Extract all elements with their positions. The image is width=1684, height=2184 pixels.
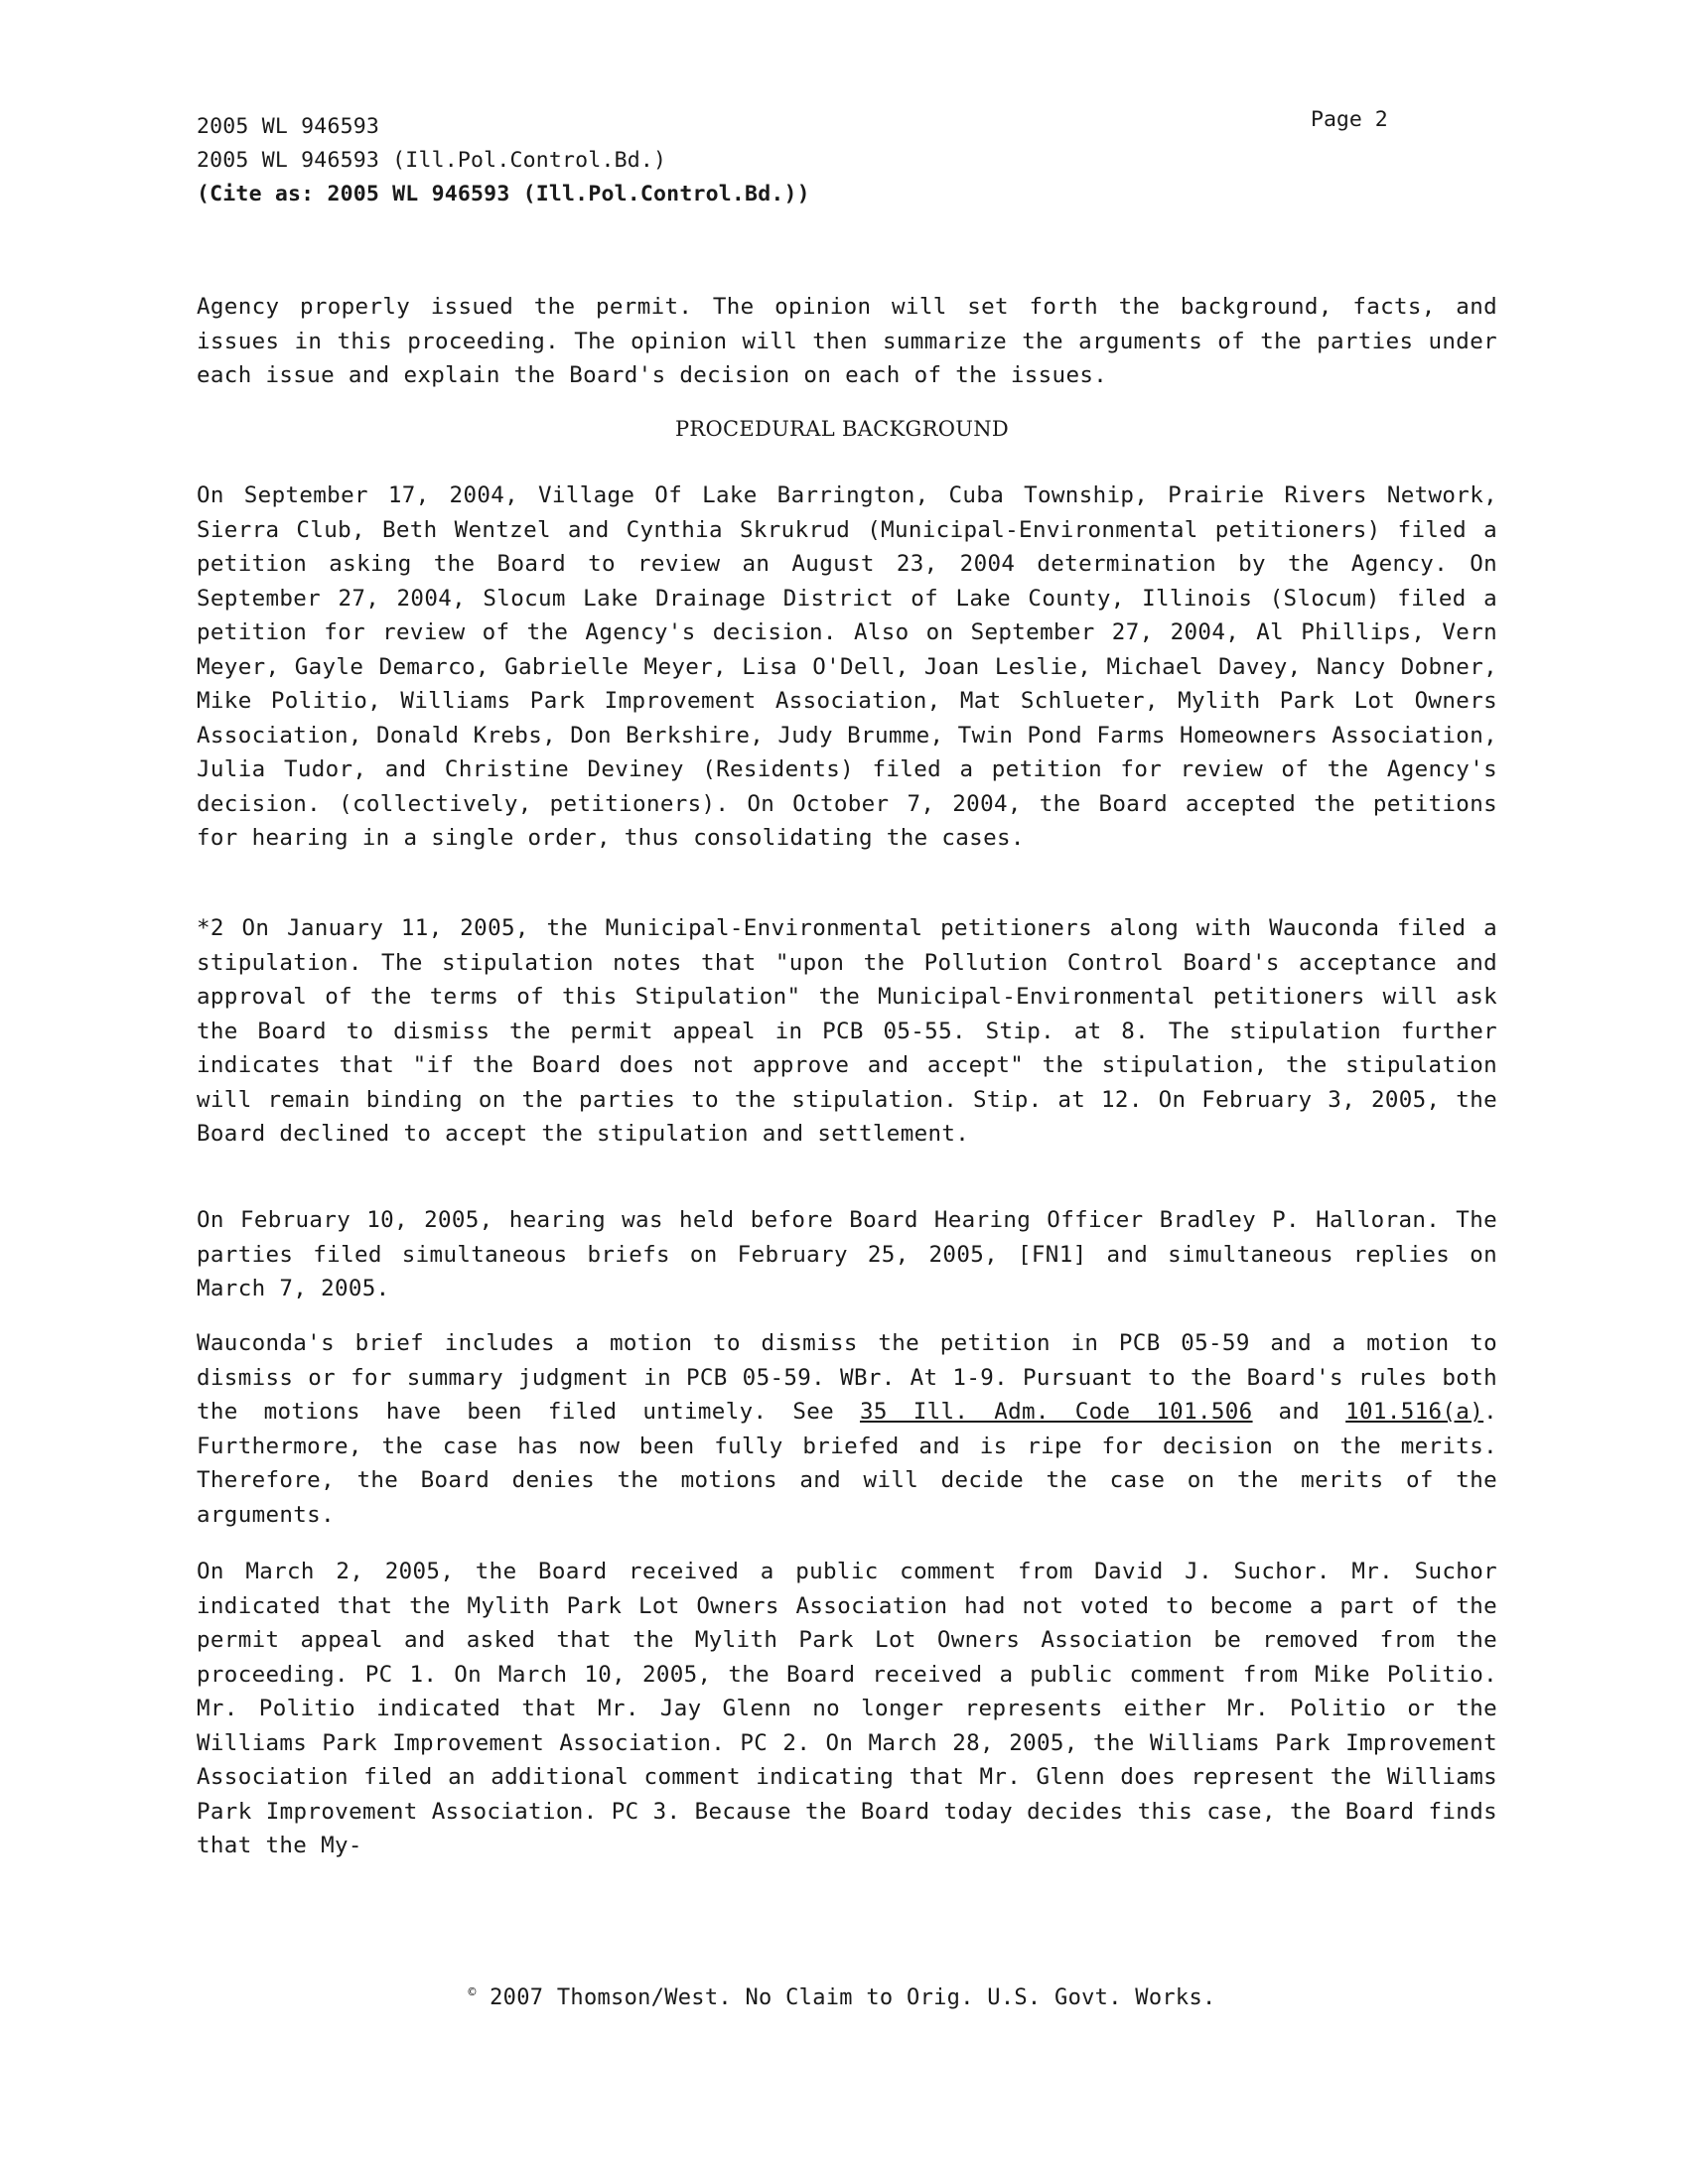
footer-copyright [0, 1985, 1684, 2010]
paragraph-petitions-filed: On September 17, 2004, Village Of Lake Barrington, Cuba Township, Prairie Rivers Network, Sierra Club, Beth Wentzel and Cynthia Skrukrud (Municipal-Environmental petitioners) filed a petition asking the Board to review an August 23, 2004 determination by the Agency. On September 27, 2004, Slocum Lake Drainage District of Lake County, Illinois (Slocum) filed a petition for review of the Agency's decision. Also on September 27, 2004, Al Phillips, Vern Meyer, Gayle Demarco, Gabrielle Meyer, Lisa O'Dell, Joan Leslie, Michael Davey, Nancy Dobner, Mike Politio, Williams Park Improvement Association, Mat Schlueter, Mylith Park Lot Owners Association, Donald Krebs, Don Berkshire, Judy Brumme, Twin Pond Farms Homeowners Association, Julia Tudor, and Christine Deviney (Residents) filed a petition for review of the Agency's decision. (collectively, petitioners). On October 7, 2004, the Board accepted the petitions for hearing in a single order, thus consolidating the cases. [197, 482, 1497, 851]
paragraph-motions [197, 1326, 1497, 1532]
paragraph-hearing: On February 10, 2005, hearing was held before Board Hearing Officer Bradley P. Halloran. The parties filed simultaneous briefs on February 25, 2005, [FN1] and simultaneous replies on March 7, 2005. [197, 1207, 1497, 1301]
intro-paragraph: Agency properly issued the permit. The opinion will set forth the background, facts, and issues in this proceeding. The opinion will then summarize the arguments of the parties under each issue and explain the Board's decision on each of the issues. [197, 294, 1497, 388]
cite-as-line: (Cite as: 2005 WL 946593 (Ill.Pol.Control.Bd.)) [197, 182, 810, 206]
motions-text-end: . Furthermore, the case has now been fully briefed and is ripe for decision on the merits. Therefore, the Board denies the motions and will decide the case on the merits of the arguments. [197, 1399, 1498, 1528]
citation-link-101-506[interactable]: 35 Ill. Adm. Code 101.506 [859, 1399, 1253, 1425]
motions-text-and: and [1252, 1399, 1346, 1425]
citation-line-2: 2005 WL 946593 (Ill.Pol.Control.Bd.) [197, 148, 667, 173]
copyright-symbol: © [468, 1985, 477, 2000]
citation-line-1: 2005 WL 946593 [197, 114, 380, 139]
footer-text: 2007 Thomson/West. No Claim to Orig. U.S. Govt. Works. [490, 1985, 1216, 2010]
citation-link-101-516a[interactable]: 101.516(a) [1345, 1399, 1484, 1425]
section-heading: PROCEDURAL BACKGROUND [674, 417, 1010, 441]
paragraph-public-comments: On March 2, 2005, the Board received a public comment from David J. Suchor. Mr. Suchor indicated that the Mylith Park Lot Owners Association had not voted to become a part of the permit appeal and asked that the Mylith Park Lot Owners Association be removed from the proceeding. PC 1. On March 10, 2005, the Board received a public comment from Mike Politio. Mr. Politio indicated that Mr. Jay Glenn no longer represents either Mr. Politio or the Williams Park Improvement Association. PC 2. On March 28, 2005, the Williams Park Improvement Association filed an additional comment indicating that Mr. Glenn does represent the Williams Park Improvement Association. PC 3. Because the Board today decides this case, the Board finds that the My- [197, 1559, 1497, 1858]
motions-text-start: Wauconda's brief includes a motion to dismiss the petition in PCB 05-59 and a motion to dismiss or for summary judgment in PCB 05-59. WBr. At 1-9. Pursuant to the Board's rules both the motions have been filed untimely. See [197, 1330, 1497, 1425]
page-number: Page 2 [1311, 107, 1388, 132]
paragraph-stipulation: *2 On January 11, 2005, the Municipal-Environmental petitioners along with Wauconda filed a stipulation. The stipulation notes that "upon the Pollution Control Board's acceptance and approval of the terms of this Stipulation" the Municipal-Environmental petitioners will ask the Board to dismiss the permit appeal in PCB 05-55. Stip. at 8. The stipulation further indicates that "if the Board does not approve and accept" the stipulation, the stipulation will remain binding on the parties to the stipulation. Stip. at 12. On February 3, 2005, the Board declined to accept the stipulation and settlement. [197, 915, 1497, 1147]
